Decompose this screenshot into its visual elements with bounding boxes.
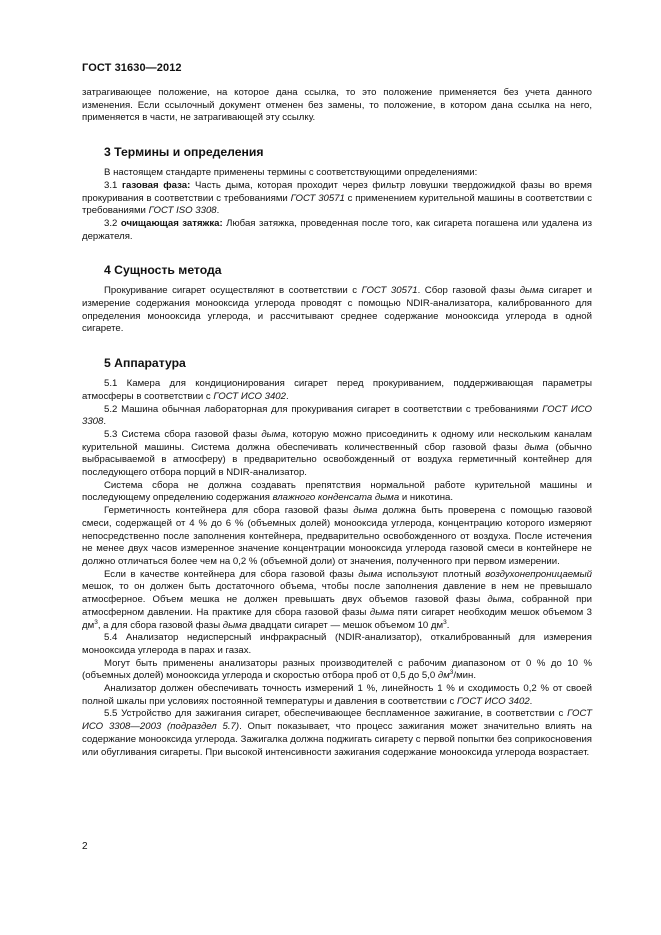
item-5-3-collection-note: Система сбора не должна создавать препятствия нормальной работе курительной машины и последующему определению содержания влажного конденсата дыма и никотина. — [82, 479, 592, 504]
section-3-intro: В настоящем стандарте применены термины с соответствующими определениями: — [104, 167, 478, 179]
item-5-1: 5.1 Камера для кондиционирования сигарет перед прокуриванием, поддерживающая параметры атмосферы в соответствии с ГОСТ ИСО 3402. — [82, 378, 592, 402]
term-3-2: 3.2 очищающая затяжка: Любая затяжка, проведенная после того, как сигарета погашена или удалена из держателя. — [82, 217, 592, 242]
item-5-4-range: Могут быть применены анализаторы разных производителей с рабочим диапазоном от 0 % до 10 % (объемных долей) монооксида углерода и скоростью отбора проб от 0,5 до 5,0 $дм^3$/мин. — [82, 657, 592, 682]
standard-ref: ГОСТ 30571 — [361, 285, 418, 297]
item-5-5: 5.5 Устройство для зажигания сигарет, обеспечивающее беспламенное зажигание, в соответствии с ГОСТ ИСО 3308—2003 (подраздел 5.7). Опыт показывает, что процесс зажигания может значительно влиять на содержание монооксида углерода. Зажигалка должна поджигать сигарету с первой попытки без соприкосновения или обугливания сигареты. При высокой интенсивности зажигания содержание монооксида углерода возрастает. — [82, 708, 593, 758]
item-5-3-tightness: Герметичность контейнера для сбора газовой фазы дыма должна быть проверена с помощью газовой смеси, содержащей от 4 % до 6 % (объемных долей) монооксида углерода, концентрацию которого измеряют непосредственно после заполнения контейнера, предварительно освобожденного от воздуха. После истечения не менее двух часов измеренное значение концентрации монооксида углерода газовой смеси в контейнере не должно отличаться более чем на 0,2 % (объемной доли) от значения, полученного при первом измерении. — [82, 505, 592, 567]
standard-ref: ГОСТ ИСО 3402 — [213, 390, 286, 402]
intro-paragraph: затрагивающее положение, на которое дана ссылка, то это положение применяется без учета данного изменения. Если ссылочный документ отменен без замены, то положение, в котором дана ссылка на него, применяется в части, не затрагивающей эту ссылку. — [82, 87, 592, 124]
page-content — [82, 87, 592, 759]
item-5-3: 5.3 Система сбора газовой фазы дыма, которую можно присоединить к одному или нескольким каналам курительной машины. Система должна обеспечивать количественный сбор газовой фазы дыма (обычно выбрасываемой в атмосферу) в предварительно освобожденный от воздуха герметичный контейнер для последующего отбора порций в NDIR-анализатор. — [82, 428, 592, 479]
section-3-heading: 3 Термины и определения — [104, 145, 264, 160]
section-4-paragraph: Прокуривание сигарет осуществляют в соответствии с ГОСТ 30571. Сбор газовой фазы дыма сигарет и измерение содержания монооксида углерода проводят с помощью NDIR-анализатора, калиброванного для определения монооксида углерода, и рассчитывают среднее содержание монооксида углерода в одной сигарете. — [82, 285, 592, 335]
item-5-3-bag: Если в качестве контейнера для сбора газовой фазы дыма используют плотный воздухонепроницаемый мешок, то он должен быть достаточного объема, чтобы после заполнения давление в нем не превышало атмосферное. Объем мешка не должен превышать двух объемов газовой фазы дыма, собранной при атмосферном давлении. На практике для сбора газовой фазы дыма пяти сигарет необходим мешок объемом 3 $дм^3$, а для сбора газовой фазы дыма двадцати сигарет — мешок объемом 10 $дм^3$. — [82, 568, 592, 631]
standard-ref: ГОСТ ИСО 3402 — [457, 695, 530, 707]
page-number: 2 — [82, 841, 88, 852]
item-5-4: 5.4 Анализатор недисперсный инфракрасный (NDIR-анализатор), откалиброванный для измерения монооксида углерода в парах и газах. — [82, 632, 592, 656]
item-5-4-accuracy: Анализатор должен обеспечивать точность измерений 1 %, линейность 1 % и сходимость 0,2 % от своей полной шкалы при условиях постоянной температуры и давления в соответствии с ГОСТ ИСО 3402. — [82, 683, 592, 707]
section-4-heading: 4 Сущность метода — [104, 263, 222, 278]
term-cleaning-puff: очищающая затяжка: — [120, 217, 223, 229]
standard-ref: ГОСТ 30571 — [290, 192, 345, 204]
document-code-header: ГОСТ 31630—2012 — [82, 62, 182, 74]
section-5-heading: 5 Аппаратура — [104, 356, 186, 371]
term-gas-phase: газовая фаза: — [122, 179, 191, 191]
standard-ref: ГОСТ ISO 3308 — [148, 205, 217, 217]
item-5-2: 5.2 Машина обычная лабораторная для прокуривания сигарет в соответствии с требованиями ГОСТ ИСО 3308. — [82, 403, 592, 428]
term-3-1: 3.1 газовая фаза: Часть дыма, которая проходит через фильтр ловушки твердожидкой фазы во время прокуривания в соответствии с требованиями ГОСТ 30571 с применением курительной машины в соответствии с требованиями ГОСТ ISO 3308. — [82, 179, 592, 217]
standard-ref: ГОСТ ИСО 3308—2003 (подраздел 5.7) — [82, 708, 592, 733]
standard-ref: ГОСТ ИСО 3308 — [82, 403, 592, 428]
